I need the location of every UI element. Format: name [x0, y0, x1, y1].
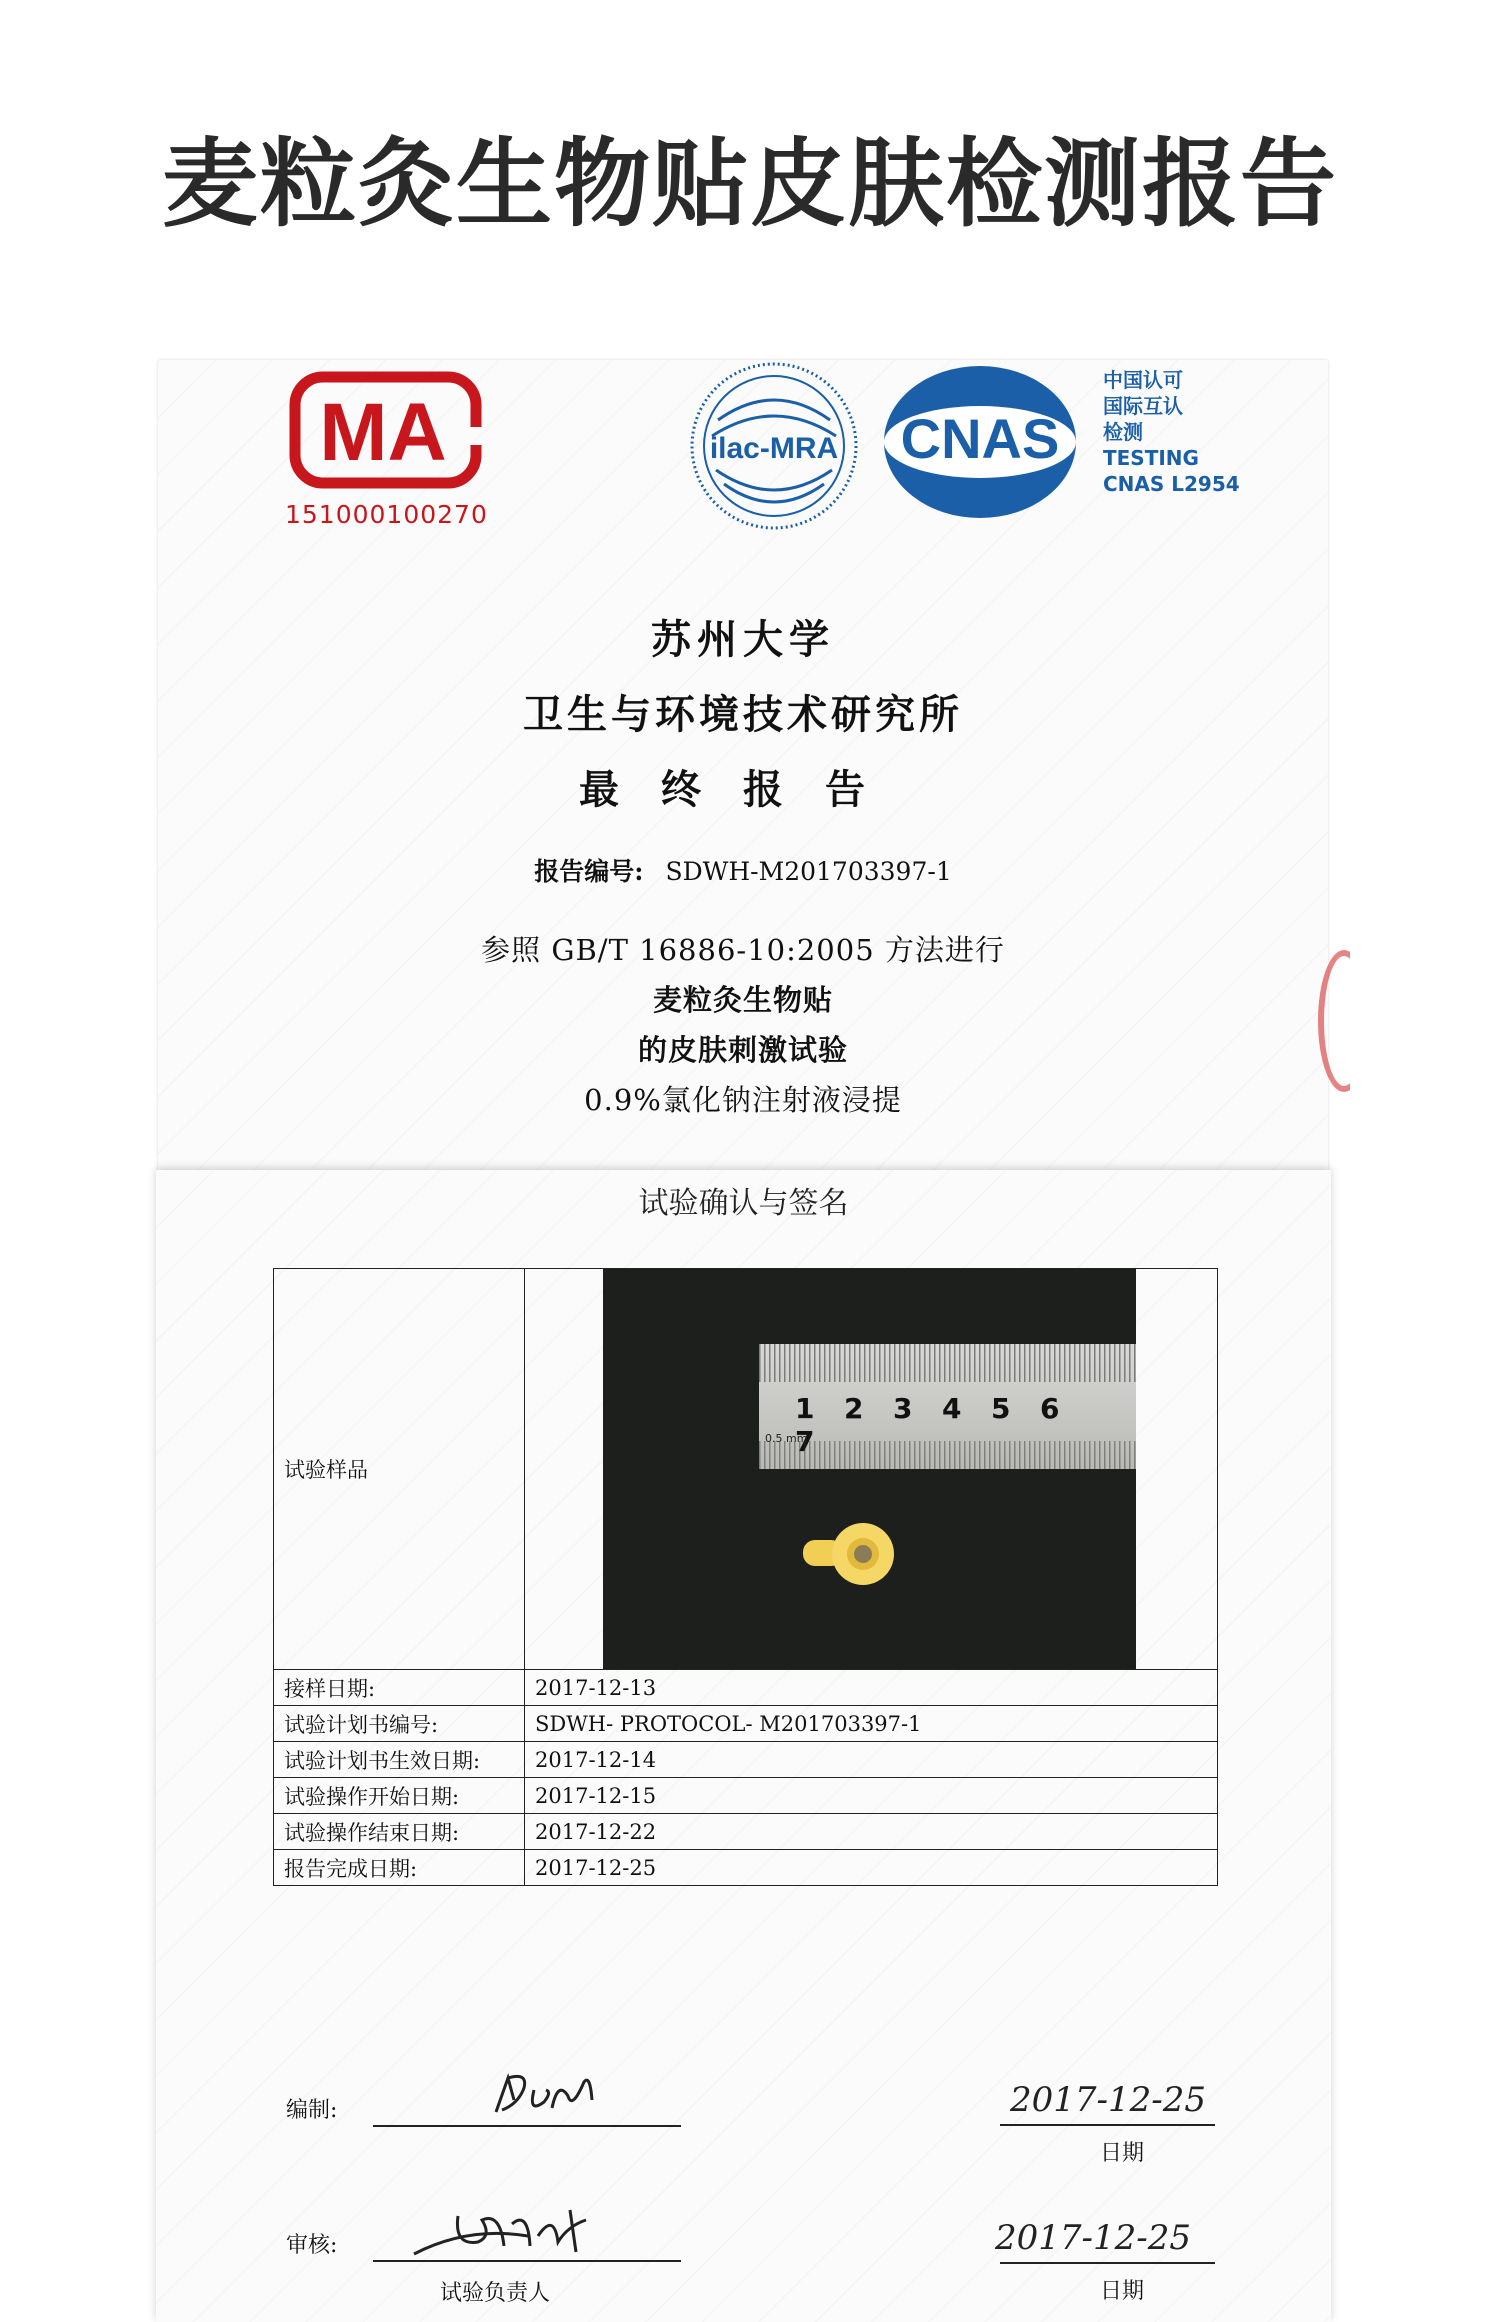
cma-number: 151000100270 [285, 500, 488, 529]
method-line-3: 的皮肤刺激试验 [637, 1033, 848, 1067]
red-seal-edge [1318, 950, 1370, 1092]
method-line-4: 0.9%氯化钠注射液浸提 [584, 1083, 902, 1117]
sample-photo [603, 1269, 1136, 1669]
test-info-table [273, 1268, 1218, 1886]
reviewer-date-line [1000, 2262, 1215, 2264]
table-row: 试验操作结束日期: 2017-12-22 [274, 1814, 1218, 1850]
table-row: 试验操作开始日期: 2017-12-15 [274, 1778, 1218, 1814]
university-name: 苏州大学 [651, 616, 835, 663]
ruler-numbers: 1 2 3 4 5 67 [795, 1392, 1060, 1458]
cnas-logo-text: CNAS [900, 407, 1060, 470]
table-row [274, 1269, 1218, 1670]
sample-label: 试验样品 [274, 1269, 525, 1670]
table-row: 试验计划书编号: SDWH- PROTOCOL- M201703397-1 [274, 1706, 1218, 1742]
compiler-label: 编制: [286, 2098, 338, 2123]
cnas-line: 中国认可 [1103, 368, 1183, 392]
cnas-accreditation-text [1103, 367, 1253, 497]
report-number-value: SDWH-M201703397-1 [665, 857, 952, 886]
page-headline: 麦粒灸生物贴皮肤检测报告 [162, 128, 1338, 240]
section-title: 试验确认与签名 [638, 1186, 849, 1221]
reviewer-role: 试验负责人 [440, 2281, 551, 2306]
cnas-logo [878, 362, 1083, 522]
ilac-mra-logo [688, 360, 860, 532]
ruler [759, 1344, 1136, 1469]
cnas-line: 国际互认 [1103, 394, 1183, 418]
cma-logo [283, 365, 488, 495]
cnas-line: 检测 [1103, 420, 1143, 444]
cnas-line: CNAS L2954 [1103, 472, 1240, 496]
compiler-date-handwritten: 2017-12-25 [1010, 2080, 1207, 2120]
compiler-date-line [1000, 2124, 1215, 2126]
ruler-unit: 0.5 mm [765, 1432, 808, 1445]
method-line-1: 参照 GB/T 16886-10:2005 方法进行 [481, 933, 1005, 967]
compiler-sign-line [373, 2125, 681, 2127]
moxa-patch-sample [801, 1522, 899, 1588]
cnas-line: TESTING [1103, 446, 1199, 470]
ilac-logo-text: ilac-MRA [709, 432, 839, 465]
reviewer-label: 审核: [286, 2233, 338, 2258]
sample-photo-cell [525, 1269, 1218, 1670]
method-line-2: 麦粒灸生物贴 [652, 983, 833, 1017]
reviewer-date-handwritten: 2017-12-25 [995, 2218, 1192, 2258]
reviewer-signature [408, 2206, 608, 2261]
institute-name: 卫生与环境技术研究所 [523, 691, 963, 738]
compiler-date-label: 日期 [1100, 2141, 1145, 2166]
table-row: 报告完成日期: 2017-12-25 [274, 1850, 1218, 1886]
compiler-signature [488, 2070, 603, 2125]
reviewer-date-label: 日期 [1100, 2279, 1145, 2304]
cma-logo-text: MA [319, 387, 447, 478]
table-row: 接样日期: 2017-12-13 [274, 1670, 1218, 1706]
report-type: 最终报告 [579, 766, 907, 813]
report-number-label: 报告编号: [534, 857, 644, 886]
table-row: 试验计划书生效日期: 2017-12-14 [274, 1742, 1218, 1778]
report-number [158, 852, 1328, 888]
